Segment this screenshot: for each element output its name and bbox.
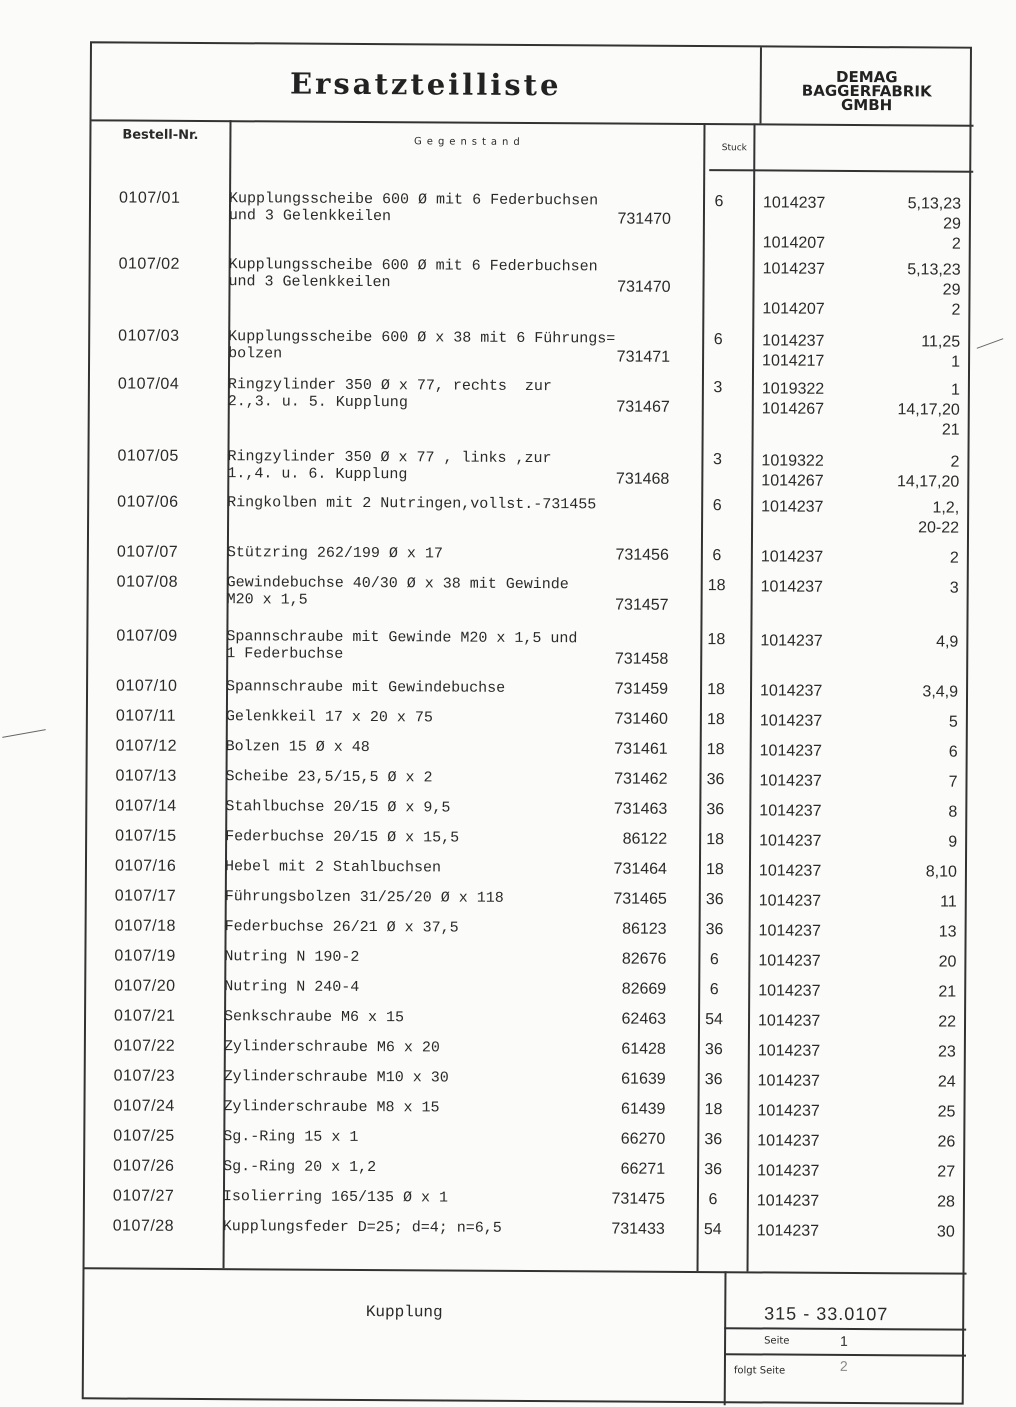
table-row	[91, 189, 973, 194]
drawing-code: 1014237 1014217	[762, 331, 825, 371]
part-number: 0107/13	[115, 767, 176, 785]
article-number: 61639	[506, 1070, 666, 1089]
position-numbers: 2 14,17,20	[849, 452, 959, 493]
quantity: 36	[693, 1161, 733, 1179]
position-numbers: 24	[846, 1072, 956, 1093]
part-number: 0107/04	[118, 375, 179, 393]
part-number: 0107/21	[114, 1007, 175, 1025]
drawing-code: 1014237	[761, 497, 823, 517]
article-number: 731470	[510, 278, 670, 297]
part-number: 0107/02	[119, 255, 180, 273]
quantity: 54	[693, 1221, 733, 1239]
position-numbers: 5	[848, 712, 958, 733]
article-number: 731457	[509, 596, 669, 615]
drawing-code: 1014237	[760, 711, 822, 731]
part-description: Ringzylinder 350 Ø x 77, rechts zur 2.,3. u. 5. Kupplung	[228, 376, 688, 413]
position-numbers: 1 14,17,20 21	[850, 380, 960, 441]
article-number: 82676	[506, 950, 666, 969]
part-description: Gelenkkeil 17 x 20 x 75	[226, 708, 686, 728]
drawing-code: 1014237	[759, 921, 821, 941]
article-number: 82669	[506, 980, 666, 999]
article-number: 731465	[507, 890, 667, 909]
table-row	[87, 857, 969, 862]
quantity: 3	[698, 379, 738, 397]
part-description: Zylinderschraube M6 x 20	[224, 1038, 684, 1058]
company-block	[760, 69, 974, 112]
table-row	[86, 947, 968, 952]
quantity: 36	[694, 1041, 734, 1059]
article-number: 66271	[505, 1160, 665, 1179]
footer-divider	[85, 1267, 967, 1274]
header-divider	[92, 119, 974, 126]
quantity: 18	[696, 711, 736, 729]
part-description: Stützring 262/199 Ø x 17	[227, 544, 687, 564]
article-number: 731464	[507, 860, 667, 879]
article-number: 731475	[505, 1190, 665, 1209]
position-numbers: 23	[846, 1042, 956, 1063]
drawing-code: 1014237	[758, 1011, 820, 1031]
column-header-bestell-nr: Bestell-Nr.	[91, 127, 229, 143]
part-number: 0107/05	[117, 447, 178, 465]
article-number: 731433	[505, 1220, 665, 1239]
position-numbers: 5,13,23 29 2	[850, 260, 960, 321]
drawing-code: 1014237	[760, 681, 822, 701]
drawing-code: 1014237	[759, 801, 821, 821]
position-numbers: 20	[846, 952, 956, 973]
quantity: 36	[695, 771, 735, 789]
table-row	[89, 573, 971, 578]
table-row	[87, 827, 969, 832]
part-number: 0107/07	[117, 543, 178, 561]
part-description: Senkschraube M6 x 15	[224, 1008, 684, 1028]
position-numbers: 27	[845, 1162, 955, 1183]
position-numbers: 4,9	[848, 632, 958, 653]
column-header-gegenstand: Gegenstand	[229, 135, 709, 149]
quantity: 36	[693, 1131, 733, 1149]
part-description: Isolierring 165/135 Ø x 1	[223, 1188, 683, 1208]
part-description: Kupplungsscheibe 600 Ø x 38 mit 6 Führungs= bolzen	[228, 328, 688, 365]
drawing-code: 1014237 1014207	[762, 259, 825, 319]
position-numbers: 3	[849, 578, 959, 599]
part-number: 0107/11	[116, 707, 176, 725]
position-numbers: 11	[847, 892, 957, 913]
table-row	[91, 255, 973, 260]
part-description: Ringkolben mit 2 Nutringen,vollst.-731455	[227, 494, 687, 514]
part-number: 0107/19	[114, 947, 175, 965]
position-numbers: 5,13,23 29 2	[851, 194, 961, 255]
table-row	[90, 447, 972, 452]
drawing-code: 1014237	[758, 981, 820, 1001]
company-line-3: GMBH	[760, 97, 974, 112]
table-row	[88, 677, 970, 682]
article-number: 731461	[508, 740, 668, 759]
article-number: 66270	[505, 1130, 665, 1149]
table-row	[89, 493, 971, 498]
drawing-code: 1014237	[757, 1131, 819, 1151]
part-number: 0107/23	[114, 1067, 175, 1085]
position-numbers: 25	[845, 1102, 955, 1123]
position-numbers: 11,25 1	[850, 332, 960, 373]
part-description: Nutring N 190-2	[224, 948, 684, 968]
quantity: 18	[695, 861, 735, 879]
footer-col-divider	[724, 1271, 727, 1405]
quantity: 18	[696, 631, 736, 649]
drawing-code: 1014237	[758, 1041, 820, 1061]
article-number: 86122	[507, 830, 667, 849]
drawing-code: 1014237	[757, 1221, 819, 1241]
quantity: 6	[699, 193, 739, 211]
drawing-code: 1014237	[759, 861, 821, 881]
folgt-seite-value: 2	[840, 1358, 848, 1374]
document-title: Ersatzteilliste	[92, 65, 760, 103]
quantity: 6	[694, 981, 734, 999]
quantity: 3	[697, 451, 737, 469]
article-number: 61428	[506, 1040, 666, 1059]
drawing-number: 315 - 33.0107	[726, 1303, 926, 1325]
part-description: Zylinderschraube M8 x 15	[223, 1098, 683, 1118]
article-number: 61439	[505, 1100, 665, 1119]
part-number: 0107/15	[115, 827, 176, 845]
quantity: 6	[698, 331, 738, 349]
table-row	[86, 1007, 968, 1012]
seite-label: Seite	[764, 1335, 789, 1346]
part-number: 0107/09	[116, 627, 177, 645]
assembly-name: Kupplung	[84, 1301, 724, 1323]
drawing-code: 1014237	[759, 831, 821, 851]
part-number: 0107/25	[113, 1127, 174, 1145]
drawing-code: 1014237	[760, 631, 822, 651]
table-row	[90, 375, 972, 380]
part-number: 0107/28	[113, 1217, 174, 1235]
article-number: 731459	[508, 680, 668, 699]
drawing-code: 1019322 1014267	[762, 379, 825, 419]
part-number: 0107/12	[116, 737, 177, 755]
table-row	[88, 737, 970, 742]
article-number: 86123	[507, 920, 667, 939]
quantity: 18	[696, 681, 736, 699]
drawing-code: 1014237	[761, 547, 823, 567]
table-row	[86, 977, 968, 982]
drawing-code: 1014237	[760, 741, 822, 761]
part-number: 0107/16	[115, 857, 176, 875]
article-number: 731463	[507, 800, 667, 819]
part-number: 0107/10	[116, 677, 177, 695]
company-line-1: DEMAG	[760, 69, 974, 84]
part-description: Sg.-Ring 15 x 1	[223, 1128, 683, 1148]
part-number: 0107/03	[118, 327, 179, 345]
part-description: Kupplungsscheibe 600 Ø mit 6 Federbuchsen und 3 Gelenkkeilen	[228, 256, 688, 293]
quantity: 6	[697, 497, 737, 515]
article-number: 731456	[509, 546, 669, 565]
table-row	[89, 543, 971, 548]
col-divider-qty	[747, 123, 756, 1271]
table-row	[86, 1067, 968, 1072]
position-numbers: 30	[845, 1222, 955, 1243]
part-number: 0107/27	[113, 1187, 174, 1205]
position-numbers: 2	[849, 548, 959, 569]
part-description: Nutring N 240-4	[224, 978, 684, 998]
quantity: 6	[697, 547, 737, 565]
part-number: 0107/20	[114, 977, 175, 995]
article-number: 731458	[508, 650, 668, 669]
quantity: 36	[695, 891, 735, 909]
position-numbers: 28	[845, 1192, 955, 1213]
table-row	[88, 627, 970, 632]
table-row	[90, 327, 972, 332]
position-numbers: 9	[847, 832, 957, 853]
footer-row-divider-2	[724, 1353, 966, 1356]
drawing-code: 1014237	[757, 1191, 819, 1211]
part-description: Spannschraube mit Gewinde M20 x 1,5 und 1 Federbuchse	[226, 628, 686, 665]
position-numbers: 8	[847, 802, 957, 823]
part-description: Kupplungsscheibe 600 Ø mit 6 Federbuchsen und 3 Gelenkkeilen	[229, 190, 689, 227]
quantity: 18	[696, 741, 736, 759]
drawing-code: 1019322 1014267	[761, 451, 824, 491]
part-description: Federbuchse 26/21 Ø x 37,5	[225, 918, 685, 938]
folgt-seite-label: folgt Seite	[734, 1365, 785, 1376]
quantity: 36	[694, 1071, 734, 1089]
table-row	[87, 797, 969, 802]
drawing-code: 1014237	[757, 1161, 819, 1181]
part-description: Stahlbuchse 20/15 Ø x 9,5	[225, 798, 685, 818]
drawing-code: 1014237 1014207	[763, 193, 826, 253]
part-description: Scheibe 23,5/15,5 Ø x 2	[225, 768, 685, 788]
part-number: 0107/26	[113, 1157, 174, 1175]
article-number: 731467	[510, 398, 670, 417]
part-description: Spannschraube mit Gewindebuchse	[226, 678, 686, 698]
column-header-stuck: Stuck	[709, 143, 759, 153]
position-numbers: 22	[846, 1012, 956, 1033]
parts-list-sheet	[82, 41, 972, 1404]
part-description: Führungsbolzen 31/25/20 Ø x 118	[225, 888, 685, 908]
part-number: 0107/06	[117, 493, 178, 511]
company-line-2: BAGGERFABRIK	[760, 83, 974, 98]
drawing-code: 1014237	[759, 891, 821, 911]
drawing-code: 1014237	[758, 951, 820, 971]
footer-row-divider-1	[724, 1327, 966, 1330]
drawing-code: 1014237	[761, 577, 823, 597]
table-row	[87, 917, 969, 922]
position-numbers: 13	[847, 922, 957, 943]
punch-mark	[2, 729, 46, 738]
table-row	[88, 707, 970, 712]
table-row	[85, 1187, 967, 1192]
part-description: Bolzen 15 Ø x 48	[226, 738, 686, 758]
position-numbers: 7	[847, 772, 957, 793]
quantity: 18	[697, 577, 737, 595]
table-row	[86, 1037, 968, 1042]
parts-table	[92, 43, 970, 48]
table-row	[87, 887, 969, 892]
part-description: Zylinderschraube M10 x 30	[224, 1068, 684, 1088]
drawing-code: 1014237	[758, 1071, 820, 1091]
table-row	[86, 1097, 968, 1102]
part-number: 0107/14	[115, 797, 176, 815]
table-row	[85, 1157, 967, 1162]
article-number: 731470	[511, 210, 671, 229]
quantity: 6	[693, 1191, 733, 1209]
article-number: 731468	[509, 470, 669, 489]
edge-mark	[977, 338, 1004, 349]
position-numbers: 21	[846, 982, 956, 1003]
part-description: Kupplungsfeder D=25; d=4; n=6,5	[223, 1218, 683, 1238]
part-number: 0107/01	[119, 189, 180, 207]
quantity: 36	[695, 921, 735, 939]
position-numbers: 8,10	[847, 862, 957, 883]
part-number: 0107/17	[115, 887, 176, 905]
part-number: 0107/22	[114, 1037, 175, 1055]
part-number: 0107/24	[113, 1097, 174, 1115]
quantity: 18	[693, 1101, 733, 1119]
part-number: 0107/18	[115, 917, 176, 935]
quantity: 6	[694, 951, 734, 969]
position-numbers: 26	[845, 1132, 955, 1153]
quantity: 54	[694, 1011, 734, 1029]
article-number: 62463	[506, 1010, 666, 1029]
table-row	[88, 767, 970, 772]
table-row	[85, 1217, 967, 1222]
drawing-code: 1014237	[759, 771, 821, 791]
article-number: 731471	[510, 348, 670, 367]
position-numbers: 6	[848, 742, 958, 763]
position-numbers: 1,2, 20-22	[849, 498, 959, 539]
part-description: Hebel mit 2 Stahlbuchsen	[225, 858, 685, 878]
article-number: 731460	[508, 710, 668, 729]
header-bottom-rule	[709, 169, 973, 173]
part-description: Federbuchse 20/15 Ø x 15,5	[225, 828, 685, 848]
position-numbers: 3,4,9	[848, 682, 958, 703]
quantity: 18	[695, 831, 735, 849]
part-description: Sg.-Ring 20 x 1,2	[223, 1158, 683, 1178]
article-number: 731462	[507, 770, 667, 789]
quantity: 36	[695, 801, 735, 819]
part-description: Gewindebuchse 40/30 Ø x 38 mit Gewinde M20 x 1,5	[227, 574, 687, 611]
seite-value: 1	[840, 1333, 848, 1349]
part-number: 0107/08	[117, 573, 178, 591]
drawing-code: 1014237	[757, 1101, 819, 1121]
table-row	[85, 1127, 967, 1132]
part-description: Ringzylinder 350 Ø x 77 , links ,zur 1.,4. u. 6. Kupplung	[227, 448, 687, 485]
